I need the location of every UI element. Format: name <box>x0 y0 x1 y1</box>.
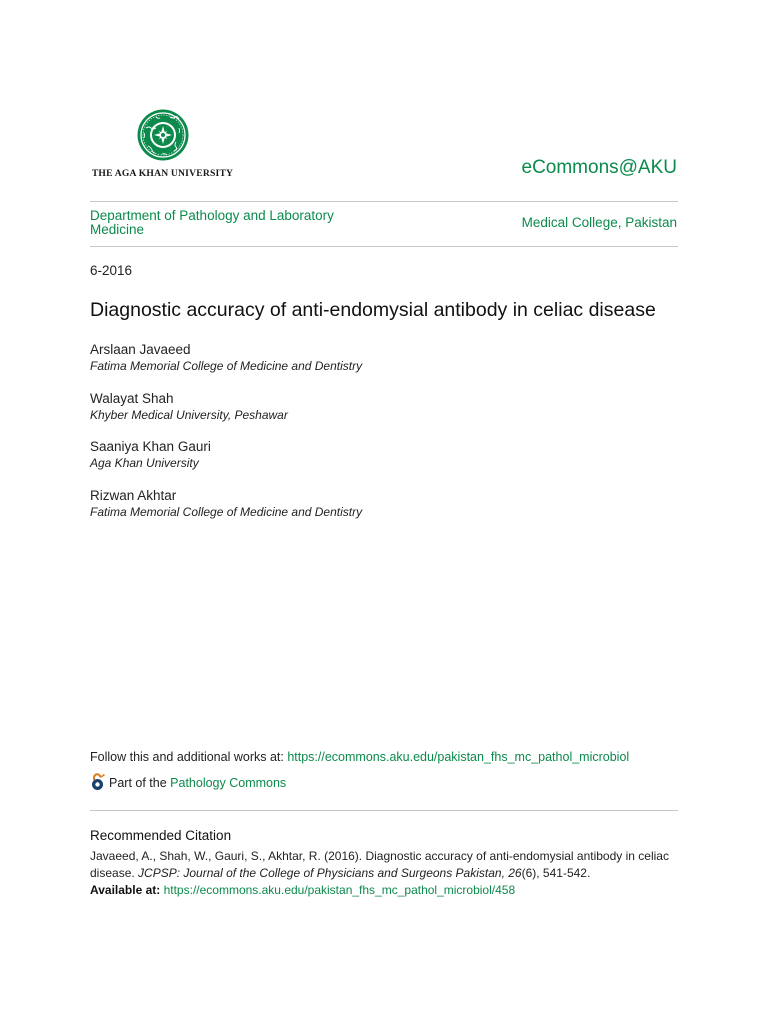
department-link[interactable]: Department of Pathology and Laboratory Medicine <box>90 208 334 237</box>
header-divider <box>90 246 678 247</box>
author-item <box>90 390 650 439</box>
collection-url-link[interactable]: https://ecommons.aku.edu/pakistan_fhs_mc_pathol_microbiol <box>287 750 630 764</box>
pathology-commons-link[interactable]: Pathology Commons <box>170 776 287 790</box>
follow-line <box>90 750 629 764</box>
author-name: Saaniya Khan Gauri <box>90 439 211 454</box>
part-of-prefix: Part of the <box>109 776 171 790</box>
author-name: Arslaan Javaeed <box>90 342 191 357</box>
author-name: Walayat Shah <box>90 390 174 406</box>
recommended-citation-heading: Recommended Citation <box>90 828 232 843</box>
author-name: Rizwan Akhtar <box>90 487 177 503</box>
citation-block <box>90 848 670 899</box>
article-url-link[interactable]: https://ecommons.aku.edu/pakistan_fhs_mc_pathol_microbiol/458 <box>163 883 516 897</box>
author-affiliation: Fatima Memorial College of Medicine and Dentistry <box>90 504 363 519</box>
ecommons-link[interactable]: eCommons@AKU <box>521 157 677 178</box>
publication-date: 6-2016 <box>90 263 133 278</box>
aga-khan-university-emblem-icon <box>136 108 190 162</box>
open-access-icon <box>90 773 106 791</box>
author-affiliation: Fatima Memorial College of Medicine and Dentistry <box>90 359 363 373</box>
footer-divider <box>90 810 678 811</box>
available-at-label: Available at: <box>90 883 164 897</box>
citation-text: Javaeed, A., Shah, W., Gauri, S., Akhtar, R. (2016). Diagnostic accuracy of anti-endomysial antibody in celiac disease. <box>90 849 669 880</box>
author-item <box>90 438 650 487</box>
author-affiliation: Aga Khan University <box>90 456 199 470</box>
article-title: Diagnostic accuracy of anti-endomysial antibody in celiac disease <box>90 299 656 321</box>
follow-prefix: Follow this and additional works at: <box>90 750 288 764</box>
author-list <box>90 341 650 535</box>
college-link[interactable]: Medical College, Pakistan <box>521 215 677 230</box>
author-item <box>90 341 650 390</box>
part-of-line <box>90 773 286 791</box>
university-name: THE AGA KHAN UNIVERSITY <box>91 168 234 179</box>
author-affiliation: Khyber Medical University, Peshawar <box>90 407 288 422</box>
author-item <box>90 487 650 536</box>
university-logo[interactable] <box>90 108 235 179</box>
top-divider <box>90 201 678 202</box>
citation-issue-pages: (6), 541-542. <box>521 866 591 880</box>
citation-journal: JCPSP: Journal of the College of Physicians and Surgeons Pakistan, 26 <box>138 866 522 880</box>
